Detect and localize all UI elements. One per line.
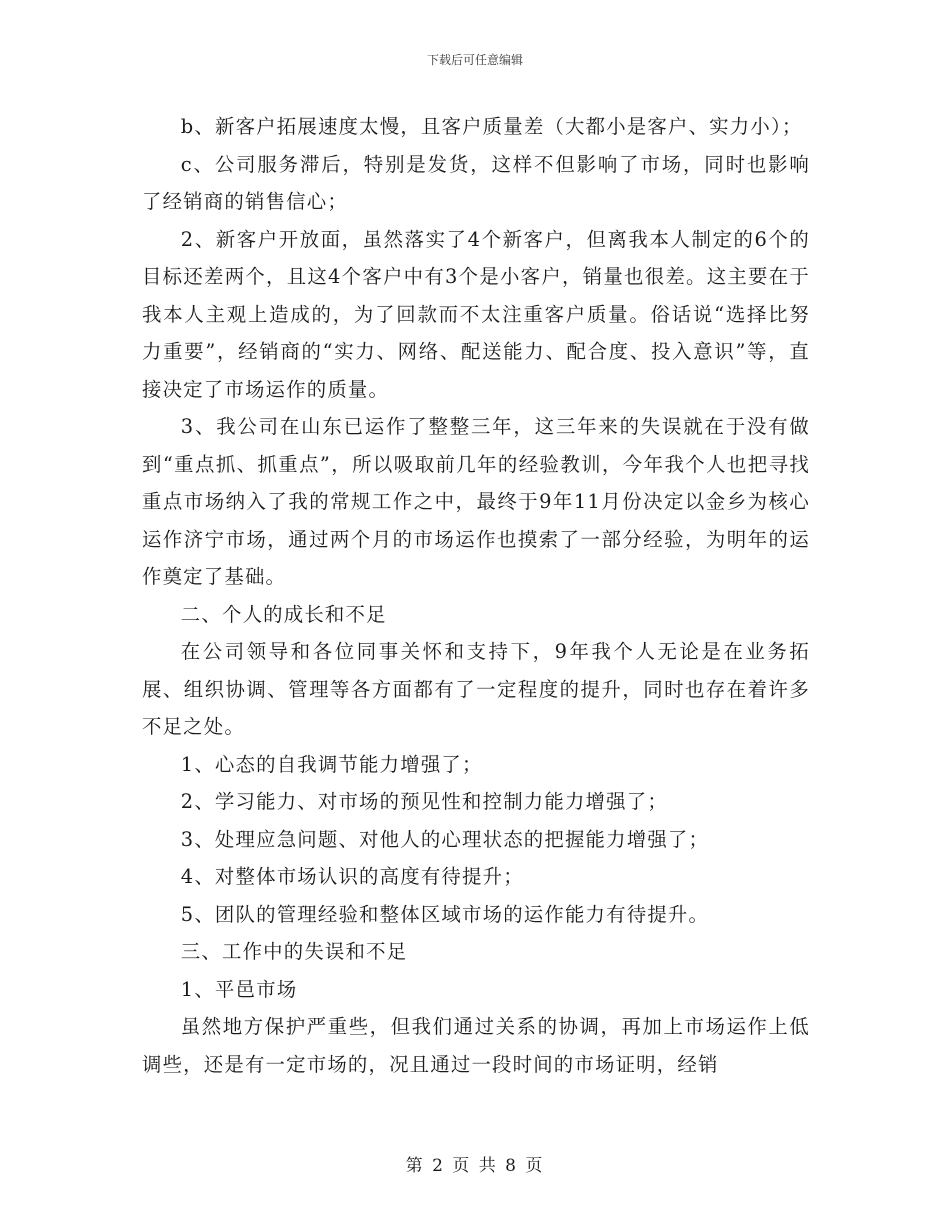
paragraph-3-shandong-operations: 3、我公司在山东已运作了整整三年，这三年来的失误就在于没有做到“重点抓、抓重点”，所以吸取前几年的经验教训，今年我个人也把寻找重点市场纳入了我的常规工作之中，最终于9年11月份决定以金乡为核心运作济宁市场，通过两个月的市场运作也摸索了一部分经验，为明年的运作奠定了基础。	[142, 415, 810, 588]
section-heading-mistakes: 三、工作中的失误和不足	[180, 940, 408, 963]
page-header-note: 下载后可任意编辑	[426, 53, 523, 67]
list-item-3: 3、处理应急问题、对他人的心理状态的把握能力增强了；	[180, 827, 710, 851]
subheading-pingyi-market: 1、平邑市场	[180, 977, 298, 1001]
list-item-5: 5、团队的管理经验和整体区域市场的运作能力有待提升。	[180, 902, 710, 926]
paragraph-growth-intro: 在公司领导和各位同事关怀和支持下，9年我个人无论是在业务拓展、组织协调、管理等各方面都有了一定程度的提升，同时也存在着许多不足之处。	[142, 640, 810, 738]
paragraph-b-new-clients: b、新客户拓展速度太慢，且客户质量差（大都小是客户、实力小）；	[180, 115, 803, 138]
paragraph-2-new-clients-opening: 2、新客户开放面，虽然落实了4个新客户，但离我本人制定的6个的目标还差两个，且这4个客户中有3个是小客户，销量也很差。这主要在于我本人主观上造成的，为了回款而不太注重客户质量。俗话说“选择比努力重要”，经销商的“实力、网络、配送能力、配合度、投入意识”等，直接决定了市场运作的质量。	[142, 227, 810, 401]
paragraph-c-service-lag: c、公司服务滞后，特别是发货，这样不但影响了市场，同时也影响了经销商的销售信心；	[142, 152, 810, 213]
page-number: 第 2 页 共 8 页	[405, 1156, 545, 1176]
document-body	[142, 108, 810, 1083]
list-item-4: 4、对整体市场认识的高度有待提升；	[180, 865, 524, 888]
paragraph-pingyi-detail: 虽然地方保护严重些，但我们通过关系的协调，再加上市场运作上低调些，还是有一定市场的，况且通过一段时间的市场证明，经销	[142, 1015, 810, 1076]
section-heading-growth: 二、个人的成长和不足	[180, 602, 387, 626]
list-item-1: 1、心态的自我调节能力增强了；	[180, 752, 483, 776]
list-item-2: 2、学习能力、对市场的预见性和控制力能力增强了；	[180, 790, 668, 813]
